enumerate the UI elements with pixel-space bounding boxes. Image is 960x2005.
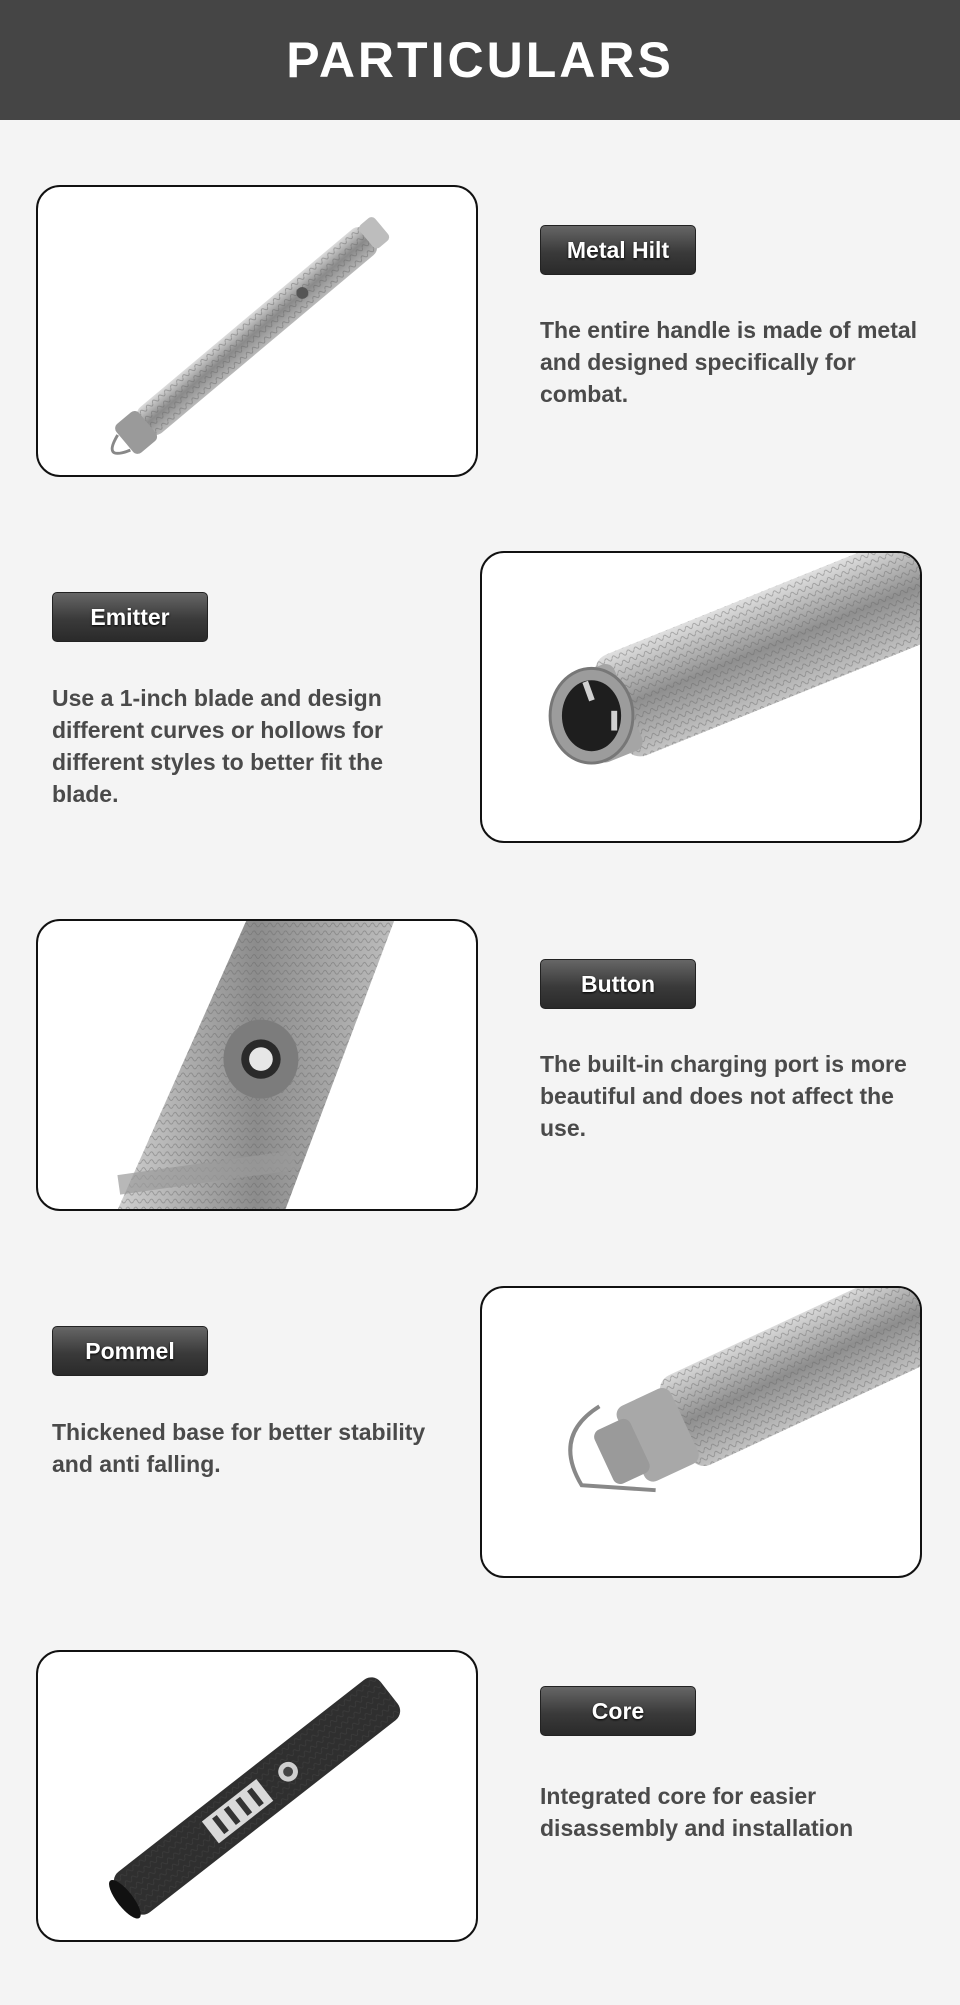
emitter-image [480,551,922,843]
pommel-label: Pommel [52,1326,208,1376]
button-closeup-photo-icon [38,921,476,1209]
core-description: Integrated core for easier disassembly and installation [540,1783,854,1841]
pommel-description: Thickened base for better stability and anti falling. [52,1419,426,1477]
core-photo-icon [38,1652,476,1940]
page-title: PARTICULARS [286,32,674,88]
metal-hilt-description: The entire handle is made of metal and designed specifically for combat. [540,317,918,407]
emitter-label: Emitter [52,592,208,642]
metal-hilt-label: Metal Hilt [540,225,696,275]
emitter-closeup-photo-icon [482,553,920,841]
full-hilt-photo-icon [38,187,476,475]
core-image [36,1650,478,1942]
button-label: Button [540,959,696,1009]
metal-hilt-image [36,185,478,477]
core-label: Core [540,1686,696,1736]
button-image [36,919,478,1211]
pommel-closeup-photo-icon [482,1288,920,1576]
button-description: The built-in charging port is more beautiful and does not affect the use. [540,1051,907,1141]
emitter-description: Use a 1-inch blade and design different curves or hollows for different styles to better fit the blade. [52,685,383,807]
page-header [0,0,960,120]
pommel-image [480,1286,922,1578]
